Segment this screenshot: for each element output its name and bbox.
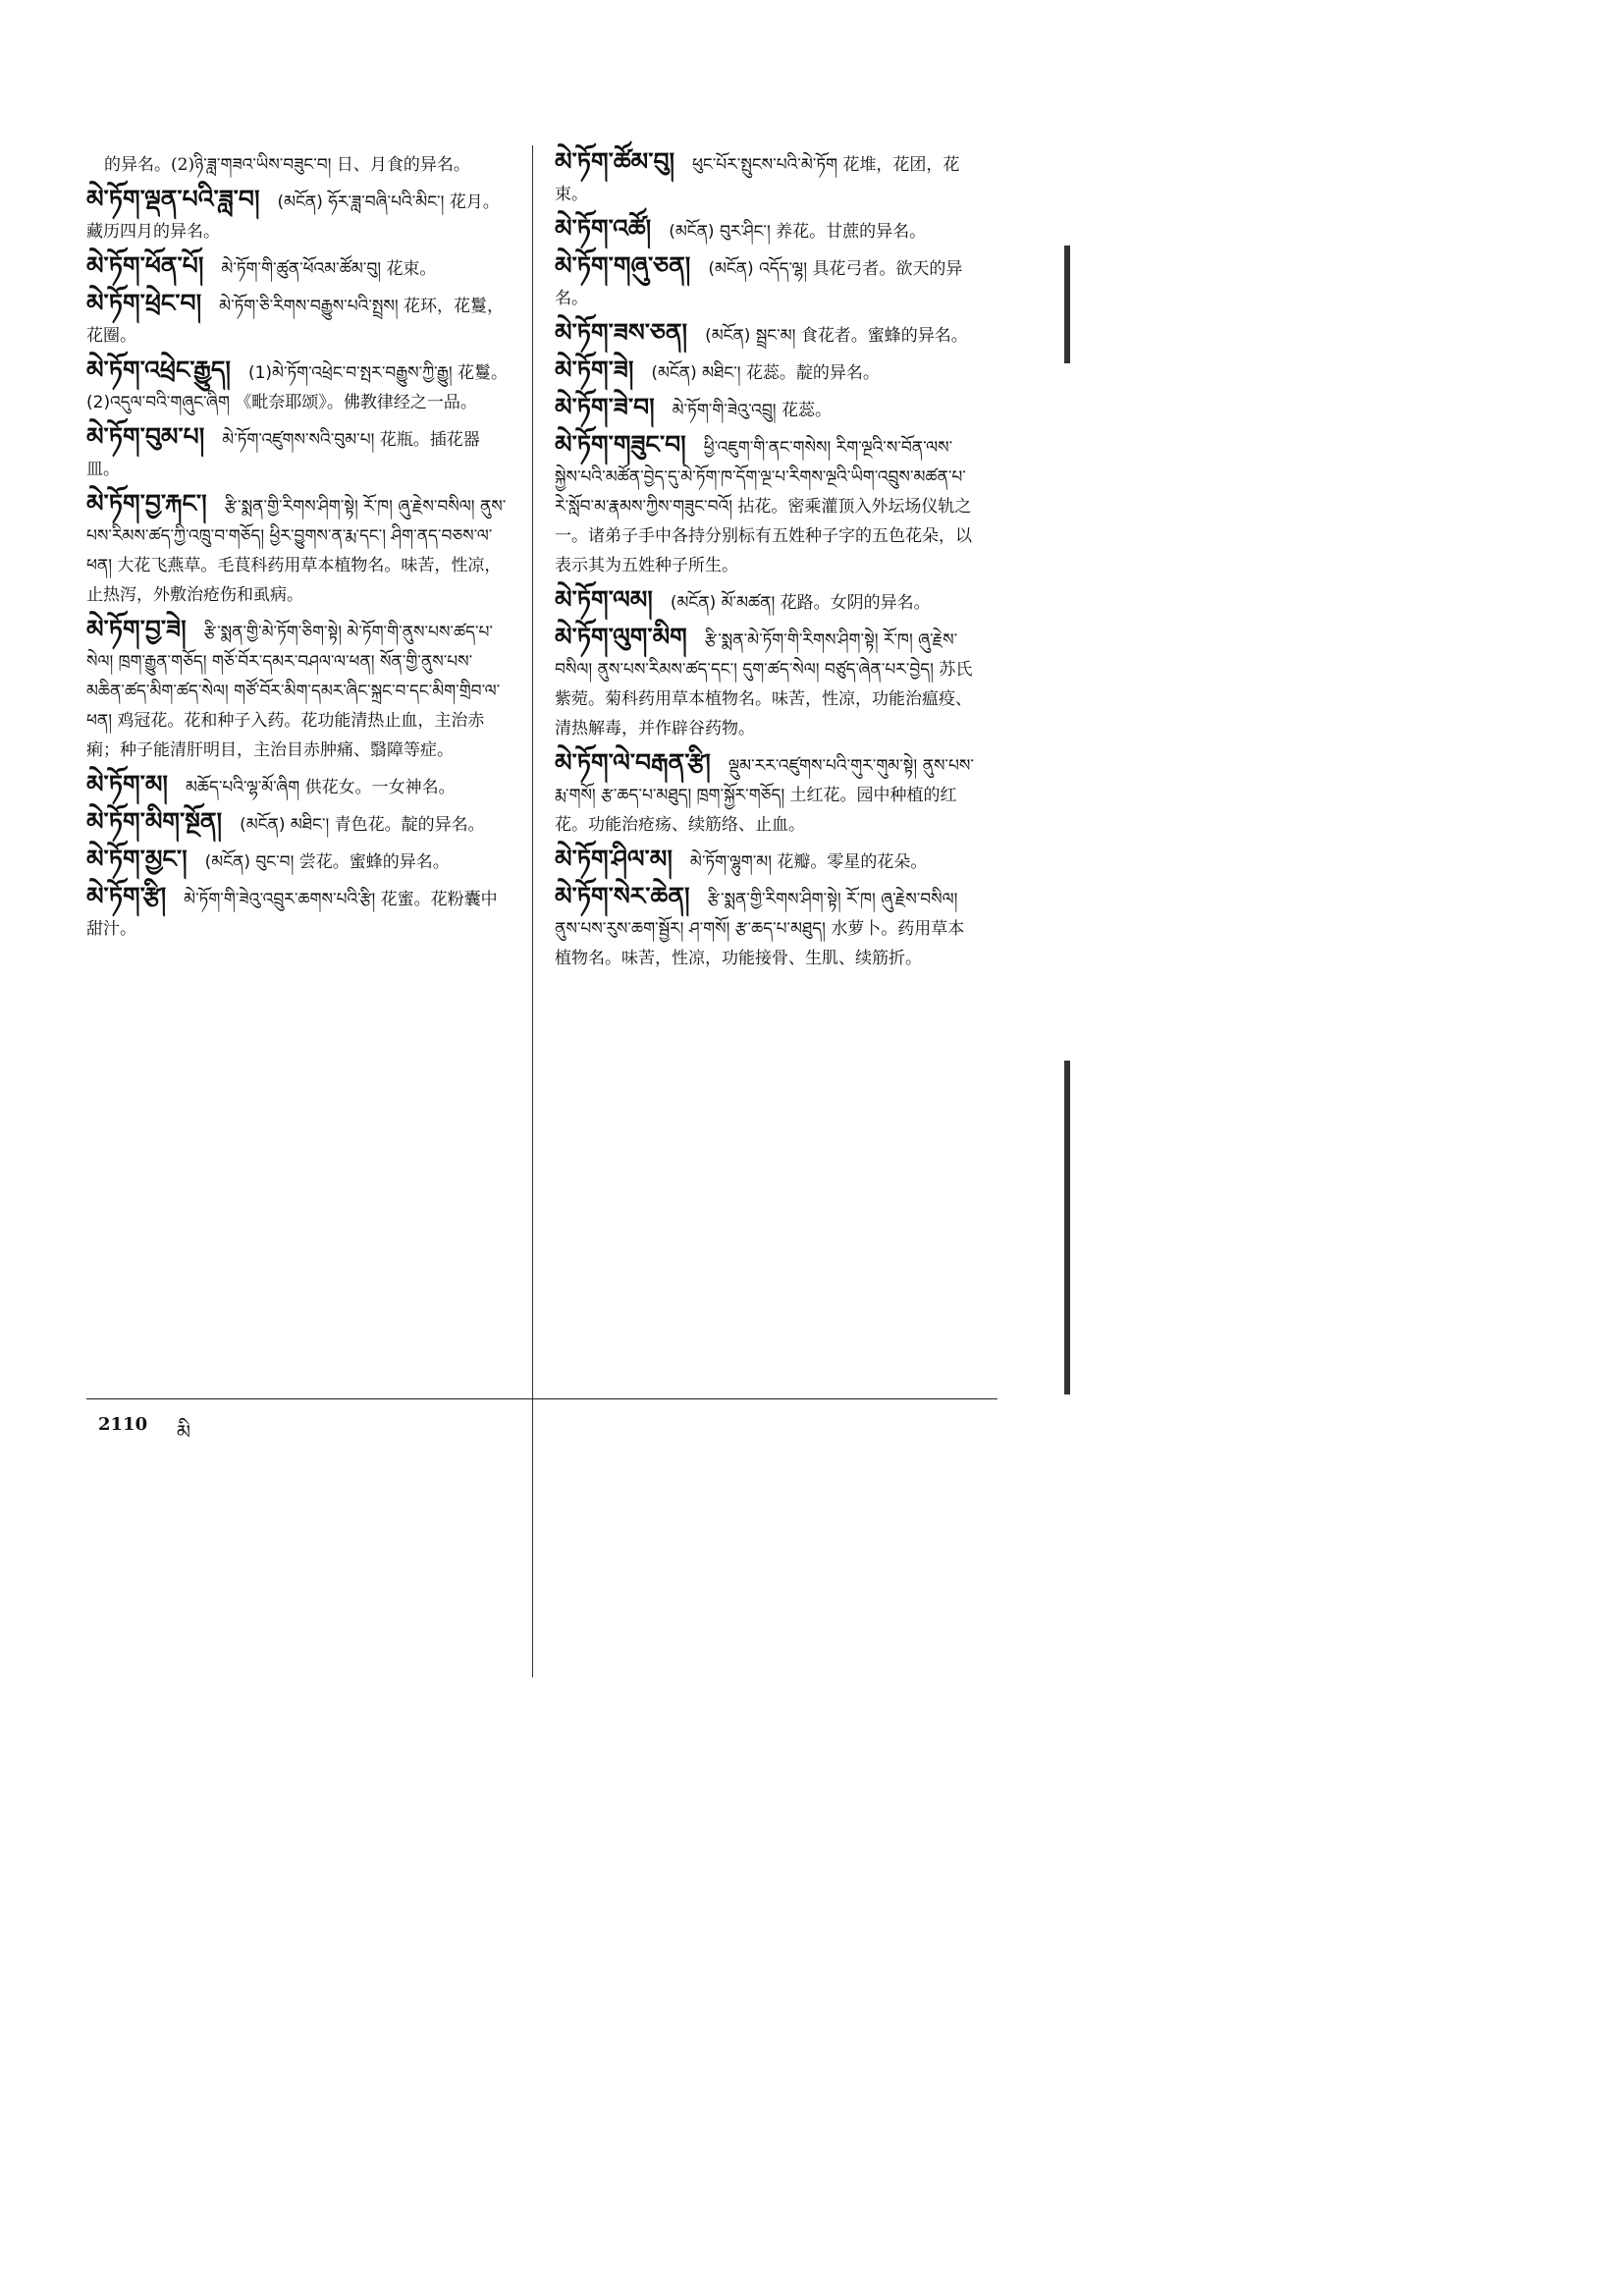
entry-tibetan-definition: (མངོན) བུང་བ།: [204, 852, 295, 872]
dictionary-entry: [86, 147, 509, 180]
entry-chinese-definition: 花环，花鬘，花圈。: [86, 297, 505, 346]
entry-headword: མེ་ཏོག་ཕྲེང་བ།: [86, 289, 202, 317]
entry-chinese-definition: 苏氏紫菀。菊科药用草本植物名。味苦，性凉，功能治瘟疫、清热解毒，并作辟谷药物。: [555, 660, 973, 738]
entry-chinese-definition: 花瓣。零星的花朵。: [777, 852, 928, 872]
entry-headword: མེ་ཏོག་ལམ།: [555, 585, 653, 614]
entry-headword: མེ་ཏོག་ལེ་བརྒན་རྩི།: [555, 748, 711, 777]
dictionary-entry: [86, 615, 509, 765]
entry-chinese-definition: 《毗奈耶颂》。佛教律经之一品。: [235, 393, 477, 412]
dictionary-page: [0, 0, 1084, 1540]
dictionary-entry: [555, 251, 977, 313]
entry-headword: མེ་ཏོག་ལྡན་པའི་ཟླ་བ།: [86, 185, 260, 213]
entry-chinese-definition: 花蕊。: [781, 401, 832, 420]
entry-chinese-definition: 花蜜。花粉囊中甜汁。: [86, 890, 498, 939]
entry-headword: མེ་ཏོག་བུམ་པ།: [86, 422, 205, 451]
entry-tibetan-definition: (མངོན) མོ་མཚན།: [670, 593, 776, 613]
entry-tibetan-definition: རྩི་སྨན་གྱི་རིགས་ཤིག་སྟེ། རོ་ཁ། ཞུ་རྗེས་བསིལ། ནུས་པས་རུས་ཆག་སྦྱོར། ཤ་གསོ། རྩ་ཆད་པ་མཐུད།: [555, 890, 958, 939]
entry-tibetan-definition: (མངོན) མཐིང་།: [651, 363, 741, 383]
dictionary-entry: [86, 289, 509, 351]
running-head: མི: [177, 1420, 191, 1444]
entry-tibetan-definition: ཕུང་པོར་སྤུངས་པའི་མེ་ཏོག: [692, 155, 837, 175]
entry-headword: མེ་ཏོག་ཟེ།: [555, 355, 634, 384]
entry-tibetan-definition: མེ་ཏོག་གི་ཟེའུ་འབྲུ།: [672, 401, 777, 420]
entry-tibetan-definition: རྩི་སྨན་མེ་ཏོག་གི་རིགས་ཤིག་སྟེ། རོ་ཁ། ཞུ་རྗེས་བསིལ། ནུས་པས་རིམས་ཚད་དང་། དུག་ཚད་སེལ། བཙུད་ཞེན་པར་བྱེད།: [555, 630, 958, 680]
dictionary-entry: [86, 355, 509, 417]
entry-chinese-definition: 花堆，花团，花束。: [555, 155, 960, 204]
entry-headword: མེ་ཏོག་འཕྲེང་རྒྱུད།: [86, 355, 231, 384]
left-column: [86, 147, 509, 949]
dictionary-entry: [555, 623, 977, 743]
entry-headword: མེ་ཏོག་ཕོན་པོ།: [86, 251, 204, 280]
dictionary-entry: [555, 355, 977, 388]
entry-chinese-definition: 大花飞燕草。毛茛科药用草本植物名。味苦，性凉，止热泻，外敷治疮伤和虱病。: [86, 556, 502, 605]
dictionary-entry: [86, 845, 509, 877]
entry-tibetan-definition: མཆོད་པའི་ལྷ་མོ་ཞིག: [185, 778, 300, 797]
entry-chinese-definition: 土红花。园中种植的红花。功能治疮疡、续筋络、止血。: [555, 786, 957, 835]
entry-headword: མེ་ཏོག་ཟེ་བ།: [555, 393, 655, 421]
entry-tibetan-definition: རྩི་སྨན་གྱི་རིགས་ཤིག་སྟེ། རོ་ཁ། ཞུ་རྗེས་བསིལ། ནུས་པས་རིམས་ཚད་ཀྱི་འཁྲུ་བ་གཅོད། ཕྱིར་བྱུགས་ན་རྨ་དང་། ཤིག་ནད་བཅས་ལ་ཕན།: [86, 497, 507, 575]
entry-chinese-definition: 养花。甘蔗的异名。: [776, 222, 927, 242]
dictionary-entry: [86, 882, 509, 944]
scan-edge-mark: [1064, 246, 1070, 363]
entry-tibetan-definition: (མངོན) སྦྲང་མ།: [705, 326, 796, 346]
entry-headword: མེ་ཏོག་སེར་ཆེན།: [555, 882, 690, 910]
entry-headword: མེ་ཏོག་ཟས་ཅན།: [555, 318, 688, 347]
entry-headword: མེ་ཏོག་མིག་སྔོན།: [86, 807, 223, 836]
dictionary-entry: [555, 585, 977, 618]
entry-headword: མེ་ཏོག་གཞུ་ཅན།: [555, 251, 691, 280]
entry-chinese-definition: 水萝卜。药用草本植物名。味苦，性凉，功能接骨、生肌、续筋折。: [555, 919, 965, 968]
entry-headword: མེ་ཏོག་མྱང་།: [86, 845, 188, 873]
dictionary-entry: [555, 214, 977, 246]
scan-edge-mark: [1064, 1061, 1070, 1394]
entry-tibetan-definition: (མངོན) ཧོར་ཟླ་བཞི་པའི་མིང་།: [277, 192, 445, 212]
entry-chinese-definition: 花蕊。靛的异名。: [745, 363, 880, 383]
dictionary-entry: [86, 185, 509, 246]
dictionary-entry: [86, 251, 509, 284]
entry-chinese-definition: 拈花。密乘灌顶入外坛场仪轨之一。诸弟子手中各持分别标有五姓种子字的五色花朵，以表示其为五姓种子所生。: [555, 497, 972, 575]
dictionary-entry: [555, 882, 977, 973]
entry-headword: མེ་ཏོག་ཚོམ་བུ།: [555, 147, 675, 176]
entry-tibetan-definition: (མངོན) འདོད་ལྷ།: [708, 259, 807, 279]
entry-tibetan-definition: མེ་ཏོག་ཅི་རིགས་བརྒྱུས་པའི་སྤྲས།: [219, 297, 399, 316]
entry-tibetan-definition: མེ་ཏོག་ལྷུག་མ།: [689, 852, 773, 872]
entry-tibetan-definition: ཕྱི་འཇུག་གི་ནང་གསེས། རིག་ལྔའི་ས་བོན་ལས་སྐྱེས་པའི་མཚོན་བྱེད་དུ་མེ་ཏོག་ཁ་དོག་ལྔ་པ་རིགས་ལྔའི་ཡིག་འབྲུས་མཚན་པ་རེ་སློབ་མ་རྣམས་ཀྱིས་གཟུང་བའོ།: [555, 438, 966, 517]
entry-tibetan-definition: རྩི་སྨན་གྱི་མེ་ཏོག་ཅིག་སྟེ། མེ་ཏོག་གི་ནུས་པས་ཚད་པ་སེལ། ཁྲག་རྒྱུན་གཅོད། གཅོ་བོར་དམར་བཤལ་ལ་ཕན། སོན་གྱི་ནུས་པས་མཆིན་ཚད་མིག་ཚད་སེལ། གཙོ་བོར་མིག་དམར་ཞིང་སྐྲང་བ་དང་མིག་གྲིབ་ལ་ཕན།: [86, 623, 501, 731]
entry-headword: མེ་ཏོག་གཟུང་བ།: [555, 430, 686, 459]
column-divider: [532, 145, 533, 1677]
entry-chinese-definition: 花月。藏历四月的异名。: [86, 192, 500, 242]
dictionary-entry: [555, 147, 977, 209]
entry-headword: མེ་ཏོག་བྱ་ཟེ།: [86, 615, 187, 643]
entry-headword: མེ་ཏོག་ཤིལ་མ།: [555, 845, 673, 873]
dictionary-entry: [555, 318, 977, 351]
entry-tibetan-definition: (མངོན) མཐིང་།: [240, 815, 330, 835]
entry-chinese-definition: 的异名。(2)ཉི་ཟླ་གཟའ་ཡིས་བཟུང་བ། 日、月食的异名。: [104, 155, 470, 175]
page-number: 2110: [98, 1414, 148, 1435]
entry-chinese-definition: 花束。: [386, 259, 437, 279]
dictionary-entry: [86, 422, 509, 484]
dictionary-entry: [86, 807, 509, 840]
entry-chinese-definition: 具花弓者。欲天的异名。: [555, 259, 963, 308]
dictionary-entry: [555, 845, 977, 877]
right-column: [555, 147, 977, 978]
dictionary-entry: [555, 748, 977, 840]
entry-chinese-definition: 食花者。蜜蜂的异名。: [800, 326, 968, 346]
entry-tibetan-definition: མེ་ཏོག་གི་ཟེའུ་འབྲུར་ཆགས་པའི་རྩི།: [184, 890, 376, 909]
entry-headword: མེ་ཏོག་བྱ་རྐང་།: [86, 489, 207, 518]
entry-headword: མེ་ཏོག་འཚོ།: [555, 214, 652, 243]
entry-chinese-definition: 青色花。靛的异名。: [334, 815, 485, 835]
entry-headword: མེ་ཏོག་ལུག་མིག: [555, 623, 687, 651]
entry-tibetan-definition: (1)མེ་ཏོག་འཕྲེང་བ་སྤར་བརྒྱུས་ཀྱི་རྒྱུ། 花鬘。(2)འདུལ་བའི་གཞུང་ཞིག: [86, 363, 509, 412]
entry-tibetan-definition: མེ་ཏོག་འཛུགས་སའི་བུམ་པ།: [222, 430, 375, 450]
footer-rule: [86, 1398, 997, 1399]
dictionary-entry: [86, 770, 509, 802]
entry-chinese-definition: 尝花。蜜蜂的异名。: [298, 852, 450, 872]
entry-tibetan-definition: མེ་ཏོག་གི་ཚུན་ཕོའམ་ཚོམ་བུ།: [221, 259, 382, 279]
entry-tibetan-definition: (མངོན) བུར་ཤིང་།: [669, 222, 771, 242]
entry-headword: མེ་ཏོག་མ།: [86, 770, 168, 798]
dictionary-entry: [555, 430, 977, 580]
entry-chinese-definition: 鸡冠花。花和种子入药。花功能清热止血，主治赤痢；种子能清肝明目，主治目赤肿痛、翳障等症。: [86, 711, 485, 760]
entry-chinese-definition: 花瓶。插花器皿。: [86, 430, 480, 479]
entry-chinese-definition: 花路。女阴的异名。: [780, 593, 931, 613]
dictionary-entry: [86, 489, 509, 610]
entry-tibetan-definition: ལྡུམ་རར་འཛུགས་པའི་གུར་གུམ་སྟེ། ནུས་པས་རྨ་གསོ། རྩ་ཆད་པ་མཐུད། ཁྲག་སྐྱོར་གཅོད།: [555, 756, 974, 805]
dictionary-entry: [555, 393, 977, 425]
entry-headword: མེ་ཏོག་རྩི།: [86, 882, 167, 910]
entry-chinese-definition: 供花女。一女神名。: [304, 778, 456, 797]
